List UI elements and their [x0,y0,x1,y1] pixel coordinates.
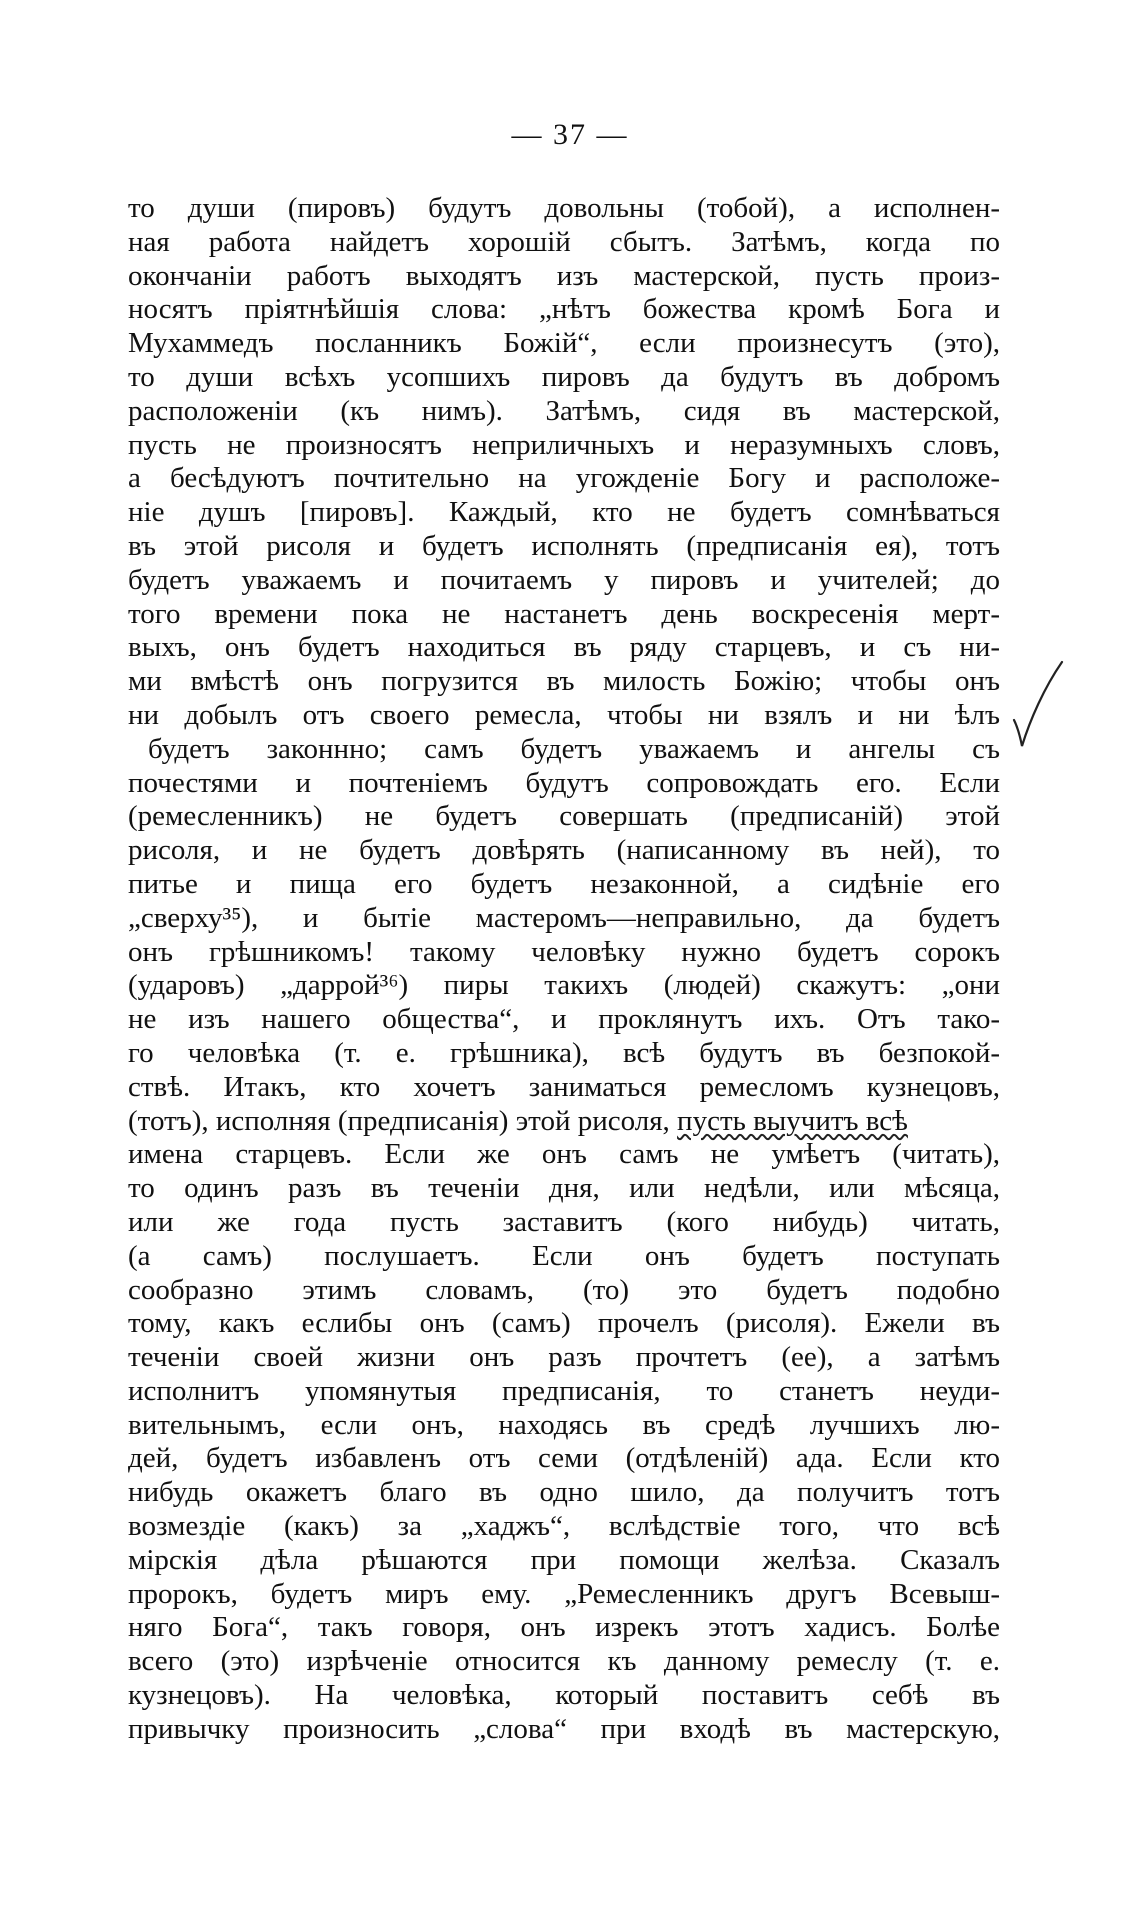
text-line: имена старцевъ. Если же онъ самъ не умѣетъ (читать), [128,1138,1000,1171]
text-line: то души всѣхъ усопшихъ пировъ да будутъ въ добромъ [128,360,1000,393]
text-line: Мухаммедъ посланникъ Божій“, если произнесутъ (это), [128,327,1000,360]
text-line: окончаніи работъ выходятъ изъ мастерской, пусть произ- [128,259,1000,292]
text-line: вительнымъ, если онъ, находясь въ средѣ лучшихъ лю- [128,1408,1000,1441]
text-line: ная работа найдетъ хорошій сбытъ. Затѣмъ, когда по [128,225,1000,258]
margin-check-mark [1010,660,1066,750]
text-line: тому, какъ еслибы онъ (самъ) прочелъ (рисоля). Ежели въ [128,1307,1000,1340]
text-line: ми вмѣстѣ онъ погрузится въ милость Божію; чтобы онъ [128,665,1000,698]
text-line: (ударовъ) „даррой³⁶) пиры такихъ (людей) скажутъ: „они [128,969,1000,1002]
text-line: (ремесленникъ) не будетъ совершать (предписаній) этой [128,800,1000,833]
text-line: сообразно этимъ словамъ, (то) это будетъ подобно [128,1273,1000,1306]
text-line: возмездіе (какъ) за „хаджъ“, вслѣдствіе того, что всѣ [128,1510,1000,1543]
text-line: привычку произносить „слова“ при входѣ въ мастерскую, [128,1712,1000,1745]
text-line: а бесѣдуютъ почтительно на угожденіе Богу и расположе- [128,462,1000,495]
text-line: пусть не произносятъ неприличныхъ и неразумныхъ словъ, [128,428,1000,461]
text-line: рисоля, и не будетъ довѣрять (написанному въ ней), то [128,834,1000,867]
text-line: то души (пировъ) будутъ довольны (тобой), а исполнен- [128,192,1000,224]
text-line: будетъ законнно; самъ будетъ уважаемъ и ангелы съ [148,732,1000,765]
text-line: онъ грѣшникомъ! такому человѣку нужно будетъ сорокъ [128,935,1000,968]
text-line: нибудь окажетъ благо въ одно шило, да получитъ тотъ [128,1476,1000,1509]
text-line: питье и пища его будетъ незаконной, а сидѣніе его [128,867,1000,900]
underlined-phrase: пусть выучитъ всѣ [677,1104,908,1137]
text-line: носятъ пріятнѣйшія слова: „нѣтъ божества кромѣ Бога и [128,293,1000,326]
text-line: почестями и почтеніемъ будутъ сопровождать его. Если [128,766,1000,799]
text-line: кузнецовъ). На человѣка, который поставитъ себѣ въ [128,1679,1000,1712]
text-line: пророкъ, будетъ миръ ему. „Ремесленникъ другъ Всевыш- [128,1577,1000,1610]
text-line: мірскія дѣла рѣшаются при помощи желѣза. Сказалъ [128,1543,1000,1576]
text-line: (а самъ) послушаетъ. Если онъ будетъ поступать [128,1239,1000,1272]
text-line: дей, будетъ избавленъ отъ семи (отдѣленій) ада. Если кто [128,1442,1000,1475]
text-line: того времени пока не настанетъ день воскресенія мерт- [128,597,1000,630]
text-line: теченіи своей жизни онъ разъ прочтетъ (ее), а затѣмъ [128,1341,1000,1374]
page-number: — 37 — [511,118,629,151]
text-line: или же года пусть заставитъ (кого нибудь) читать, [128,1205,1000,1238]
text-line: будетъ уважаемъ и почитаемъ у пировъ и учителей; до [128,563,1000,596]
text-line: ни добылъ отъ своего ремесла, чтобы ни взялъ и ни ѣлъ [128,698,1000,731]
text-line: ствѣ. Итакъ, кто хочетъ заниматься ремесломъ кузнецовъ, [128,1070,1000,1103]
text-line: расположеніи (къ нимъ). Затѣмъ, сидя въ мастерской, [128,394,1000,427]
text-line: въ этой рисоля и будетъ исполнять (предписанія ея), тотъ [128,529,1000,562]
text-line: не изъ нашего общества“, и проклянутъ ихъ. Отъ тако- [128,1003,1000,1036]
text-line-annotated [128,1105,1000,1139]
text-line: всего (это) изрѣченіе относится къ данному ремеслу (т. е. [128,1645,1000,1678]
text-line: „сверху³⁵), и бытіе мастеромъ—неправильно, да будетъ [128,901,1000,934]
text-line: няго Бога“, такъ говоря, онъ изрекъ этотъ хадисъ. Болѣе [128,1611,1000,1644]
text-segment: (тотъ), исполняя (предписанія) этой рисоля, [128,1104,670,1137]
text-line: исполнитъ упомянутыя предписанія, то станетъ неуди- [128,1374,1000,1407]
body-text [128,192,1000,1747]
text-line: ніе душъ [пировъ]. Каждый, кто не будетъ сомнѣваться [128,496,1000,529]
text-line: то одинъ разъ въ теченіи дня, или недѣли, или мѣсяца, [128,1172,1000,1205]
text-line: го человѣка (т. е. грѣшника), всѣ будутъ въ безпокой- [128,1036,1000,1069]
text-line: выхъ, онъ будетъ находиться въ ряду старцевъ, и съ ни- [128,631,1000,664]
